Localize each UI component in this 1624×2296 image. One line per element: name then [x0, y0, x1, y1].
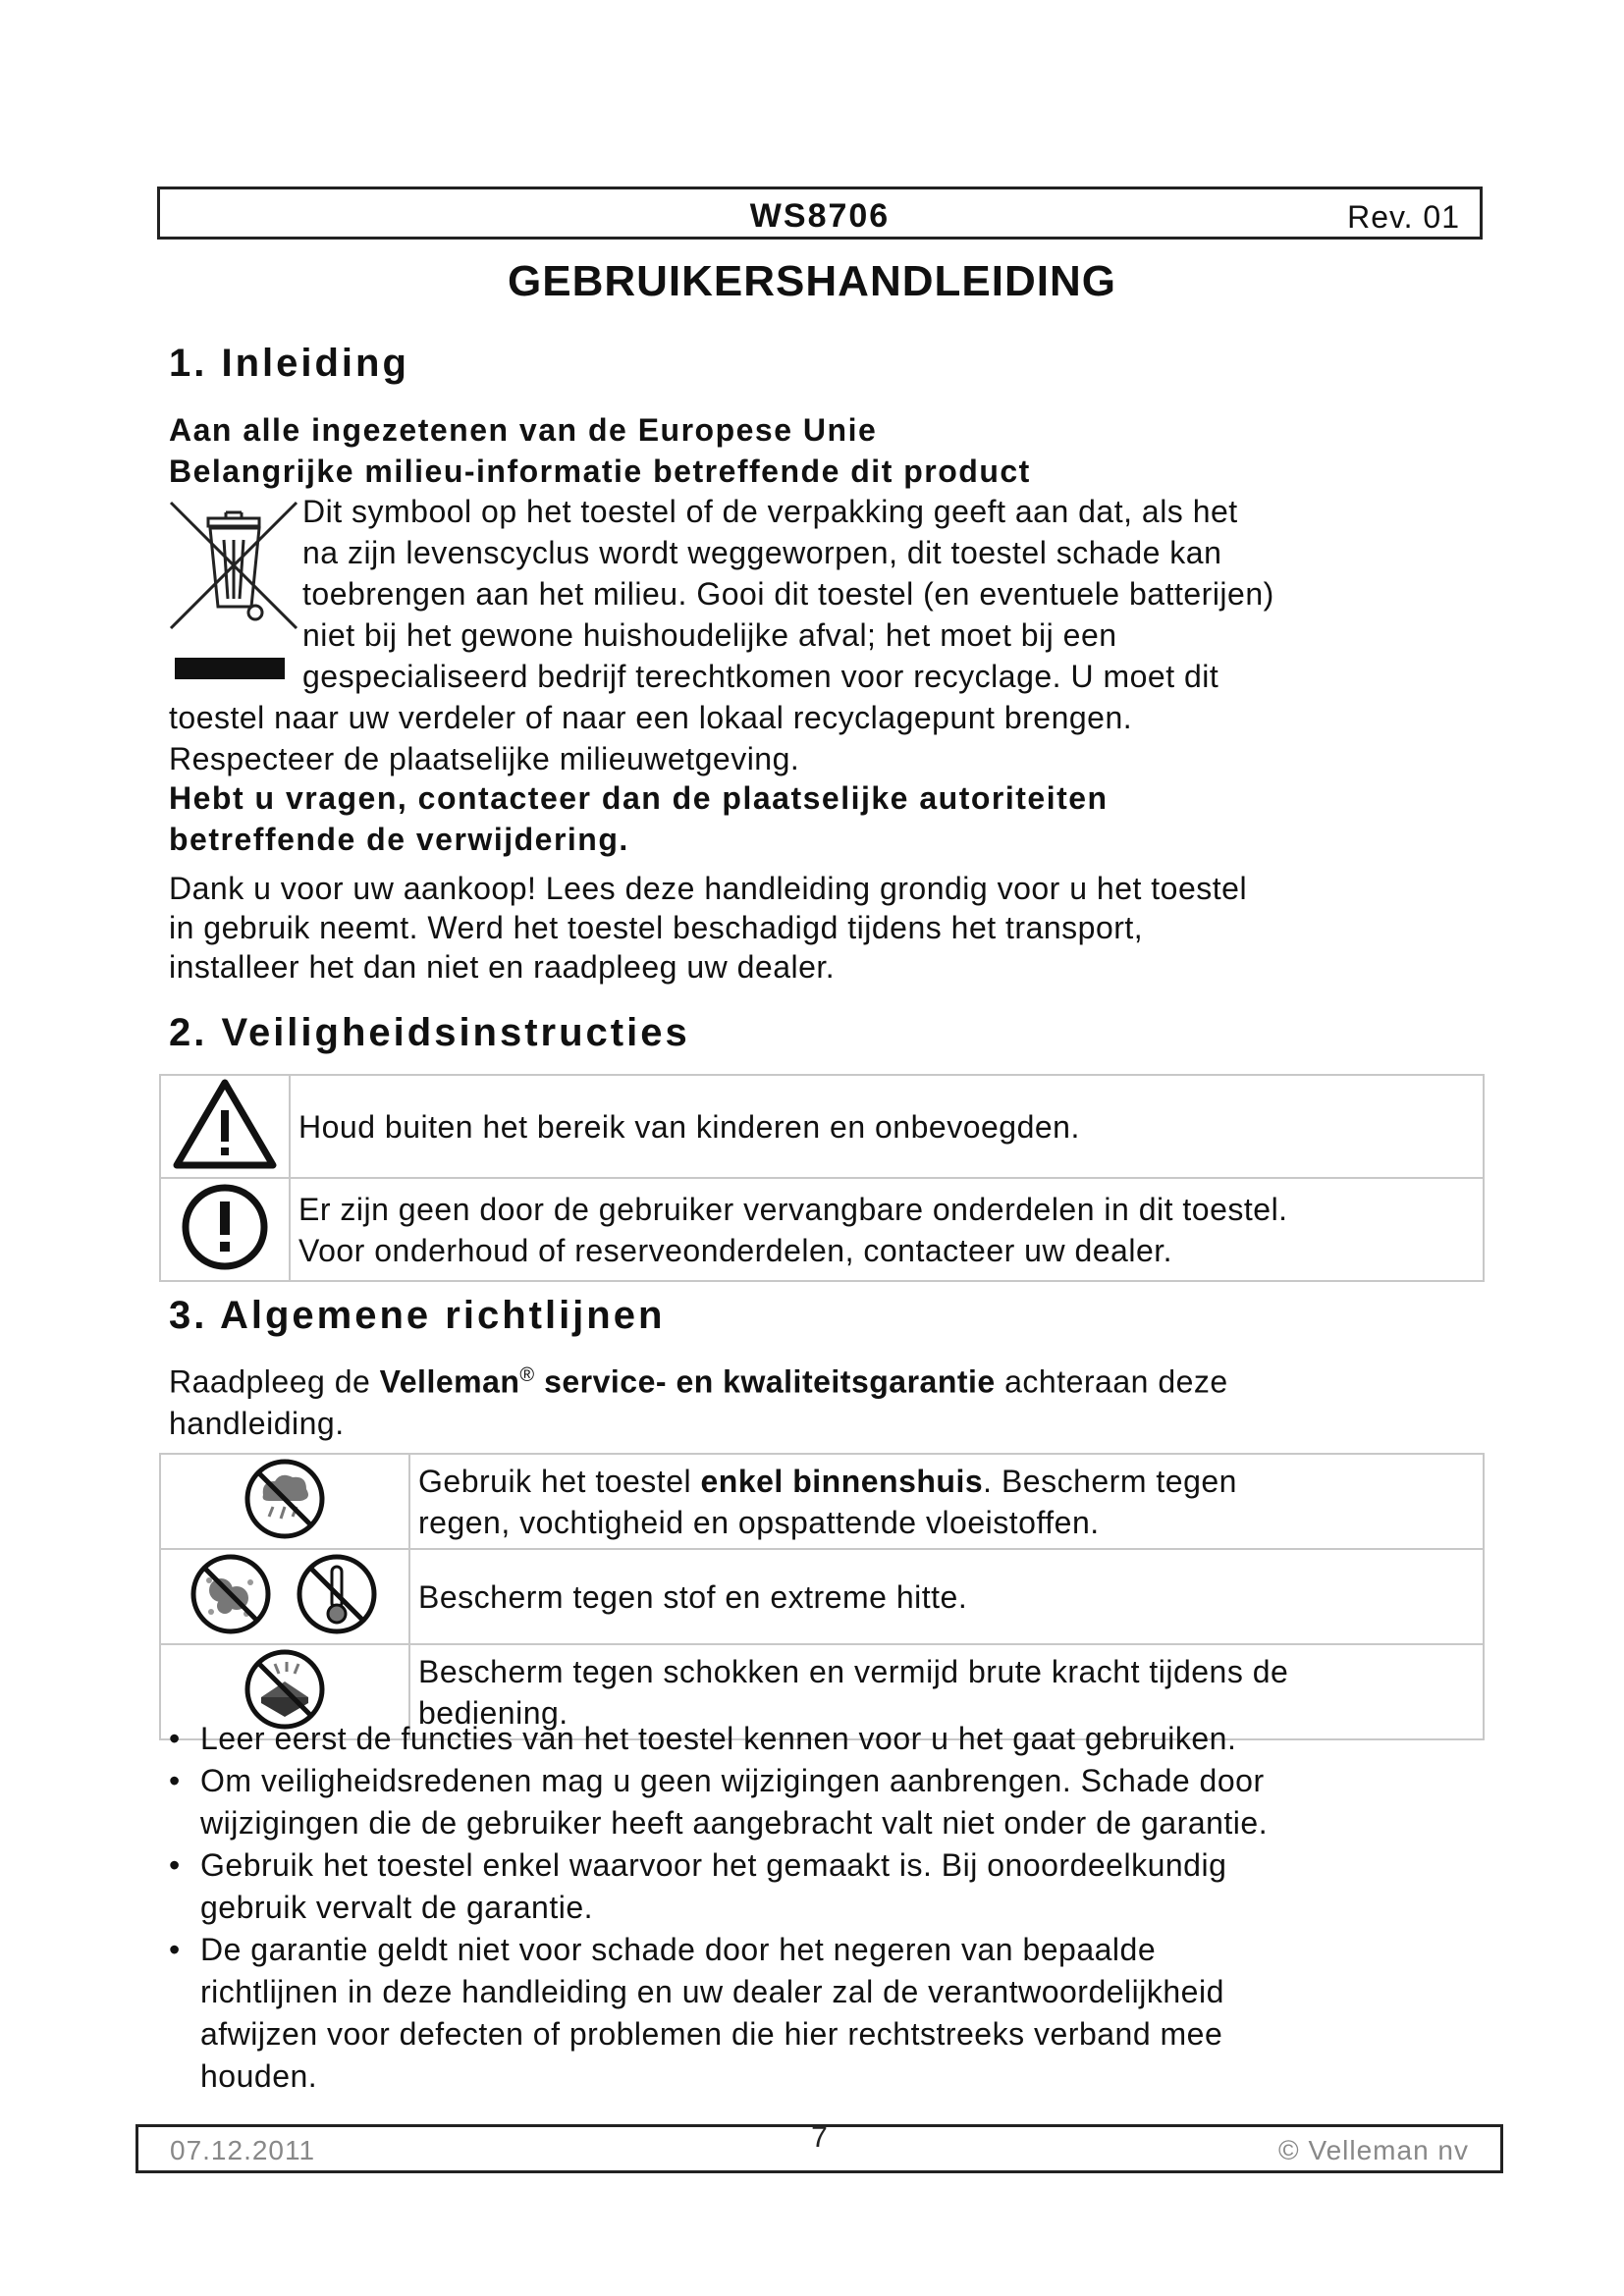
- environment-line: Belangrijke milieu-informatie betreffende dit product: [169, 454, 1031, 489]
- guarantee-text: Raadpleeg de: [169, 1363, 380, 1400]
- safety-table: [159, 1074, 1485, 1282]
- guideline-line: bediening.: [418, 1694, 568, 1731]
- guidelines-table: [159, 1453, 1485, 1740]
- weee-black-bar: [175, 658, 285, 679]
- guarantee-text: achteraan deze: [995, 1363, 1228, 1400]
- warning-triangle-icon: [171, 1077, 279, 1171]
- safety-row: [160, 1178, 1484, 1281]
- safety-icon-cell: [160, 1075, 290, 1178]
- guideline-text: . Bescherm tegen: [983, 1463, 1237, 1499]
- guarantee-line: [169, 1355, 1485, 1403]
- bullet-item: [167, 1929, 1473, 2098]
- safety-line: Voor onderhoud of reserveonderdelen, contacteer uw dealer.: [298, 1232, 1173, 1268]
- guideline-icon-cell: [160, 1454, 409, 1549]
- revision: Rev. 01: [1347, 199, 1460, 235]
- model-number: WS8706: [749, 197, 891, 235]
- thanks-line: installeer het dan niet en raadpleeg uw dealer.: [169, 949, 836, 985]
- questions-line: Hebt u vragen, contacteer dan de plaatselijke autoriteiten: [169, 780, 1109, 816]
- bullet-line: • De garantie geldt niet voor schade door het negeren van bepaalde: [200, 1932, 1157, 1967]
- guideline-bullets: [167, 1718, 1473, 2098]
- guideline-text: Gebruik het toestel: [418, 1463, 701, 1499]
- weee-continuation: [169, 697, 1485, 779]
- safety-icon-cell: [160, 1178, 290, 1281]
- safety-line: Er zijn geen door de gebruiker vervangbare onderdelen in dit toestel.: [298, 1191, 1288, 1227]
- bullet-item: [167, 1844, 1473, 1929]
- bullet-line: houden.: [200, 2058, 318, 2094]
- page-number: 7: [811, 2121, 828, 2154]
- bullet-line: • Om veiligheidsredenen mag u geen wijzigingen aanbrengen. Schade door: [200, 1763, 1265, 1798]
- guarantee-paragraph: [169, 1355, 1485, 1444]
- weee-cont-line: Respecteer de plaatselijke milieuwetgeving.: [169, 741, 800, 776]
- weee-paragraph: [302, 491, 1481, 697]
- registered-mark: ®: [519, 1364, 535, 1386]
- guarantee-line: handleiding.: [169, 1405, 345, 1441]
- footer-bar: [135, 2121, 1503, 2173]
- exclamation-circle-icon: [178, 1180, 272, 1274]
- guideline-icon-cell: [160, 1549, 409, 1644]
- crossed-bin-icon: [165, 497, 302, 634]
- section-1-heading: 1. Inleiding: [169, 342, 409, 385]
- thanks-paragraph: [169, 869, 1485, 987]
- bullet-line: wijzigingen die de gebruiker heeft aangebracht valt niet onder de garantie.: [200, 1805, 1269, 1841]
- weee-line: gespecialiseerd bedrijf terechtkomen voor recyclage. U moet dit: [302, 659, 1219, 694]
- bullet-line: • Gebruik het toestel enkel waarvoor het gemaakt is. Bij onoordeelkundig: [200, 1847, 1227, 1883]
- header-bar: [157, 187, 1483, 240]
- guideline-line: [418, 1461, 1482, 1502]
- section-3-heading: 3. Algemene richtlijnen: [169, 1294, 666, 1337]
- guideline-line: Bescherm tegen schokken en vermijd brute kracht tijdens de: [418, 1653, 1289, 1689]
- guideline-bold: enkel binnenshuis: [700, 1463, 984, 1499]
- weee-line: toebrengen aan het milieu. Gooi dit toestel (en eventuele batterijen): [302, 576, 1274, 612]
- weee-line: niet bij het gewone huishoudelijke afval; het moet bij een: [302, 617, 1117, 653]
- bullet-line: gebruik vervalt de garantie.: [200, 1890, 593, 1925]
- questions-paragraph: [169, 777, 1485, 860]
- bullet-line: afwijzen voor defecten of problemen die hier rechtstreeks verband mee: [200, 2016, 1223, 2052]
- bullet-line: richtlijnen in deze handleiding en uw dealer zal de verantwoordelijkheid: [200, 1974, 1224, 2009]
- guarantee-bold: service- en kwaliteitsgarantie: [534, 1363, 996, 1400]
- no-rain-icon: [242, 1456, 328, 1542]
- safety-row: [160, 1075, 1484, 1178]
- brand-name: Velleman: [379, 1363, 520, 1400]
- guideline-line: regen, vochtigheid en opspattende vloeistoffen.: [418, 1504, 1100, 1540]
- bullet-item: [167, 1718, 1473, 1760]
- thanks-line: Dank u voor uw aankoop! Lees deze handleiding grondig voor u het toestel: [169, 871, 1248, 906]
- guideline-line: Bescherm tegen stof en extreme hitte.: [418, 1578, 968, 1615]
- bullet-item: [167, 1760, 1473, 1844]
- footer-date: 07.12.2011: [170, 2135, 316, 2165]
- section-2-heading: 2. Veiligheidsinstructies: [169, 1011, 690, 1054]
- no-dust-no-heat-icon: [182, 1551, 388, 1637]
- safety-text-cell: [290, 1075, 1484, 1178]
- bullet-line: • Leer eerst de functies van het toestel kennen voor u het gaat gebruiken.: [200, 1721, 1237, 1756]
- weee-line: Dit symbool op het toestel of de verpakking geeft aan dat, als het: [302, 494, 1238, 529]
- document-title: GEBRUIKERSHANDLEIDING: [508, 257, 1116, 305]
- safety-line: Houd buiten het bereik van kinderen en onbevoegden.: [298, 1108, 1080, 1145]
- guideline-text-cell: [409, 1549, 1484, 1644]
- weee-line: na zijn levenscyclus wordt weggeworpen, dit toestel schade kan: [302, 535, 1222, 570]
- guideline-row: [160, 1454, 1484, 1549]
- questions-line: betreffende de verwijdering.: [169, 822, 629, 857]
- weee-cont-line: toestel naar uw verdeler of naar een lokaal recyclagepunt brengen.: [169, 700, 1133, 735]
- footer-copyright: © Velleman nv: [1278, 2135, 1469, 2165]
- guideline-text-cell: [409, 1454, 1484, 1549]
- thanks-line: in gebruik neemt. Werd het toestel beschadigd tijdens het transport,: [169, 910, 1144, 945]
- safety-text-cell: [290, 1178, 1484, 1281]
- eu-line: Aan alle ingezetenen van de Europese Unie: [169, 412, 878, 448]
- guideline-row: [160, 1549, 1484, 1644]
